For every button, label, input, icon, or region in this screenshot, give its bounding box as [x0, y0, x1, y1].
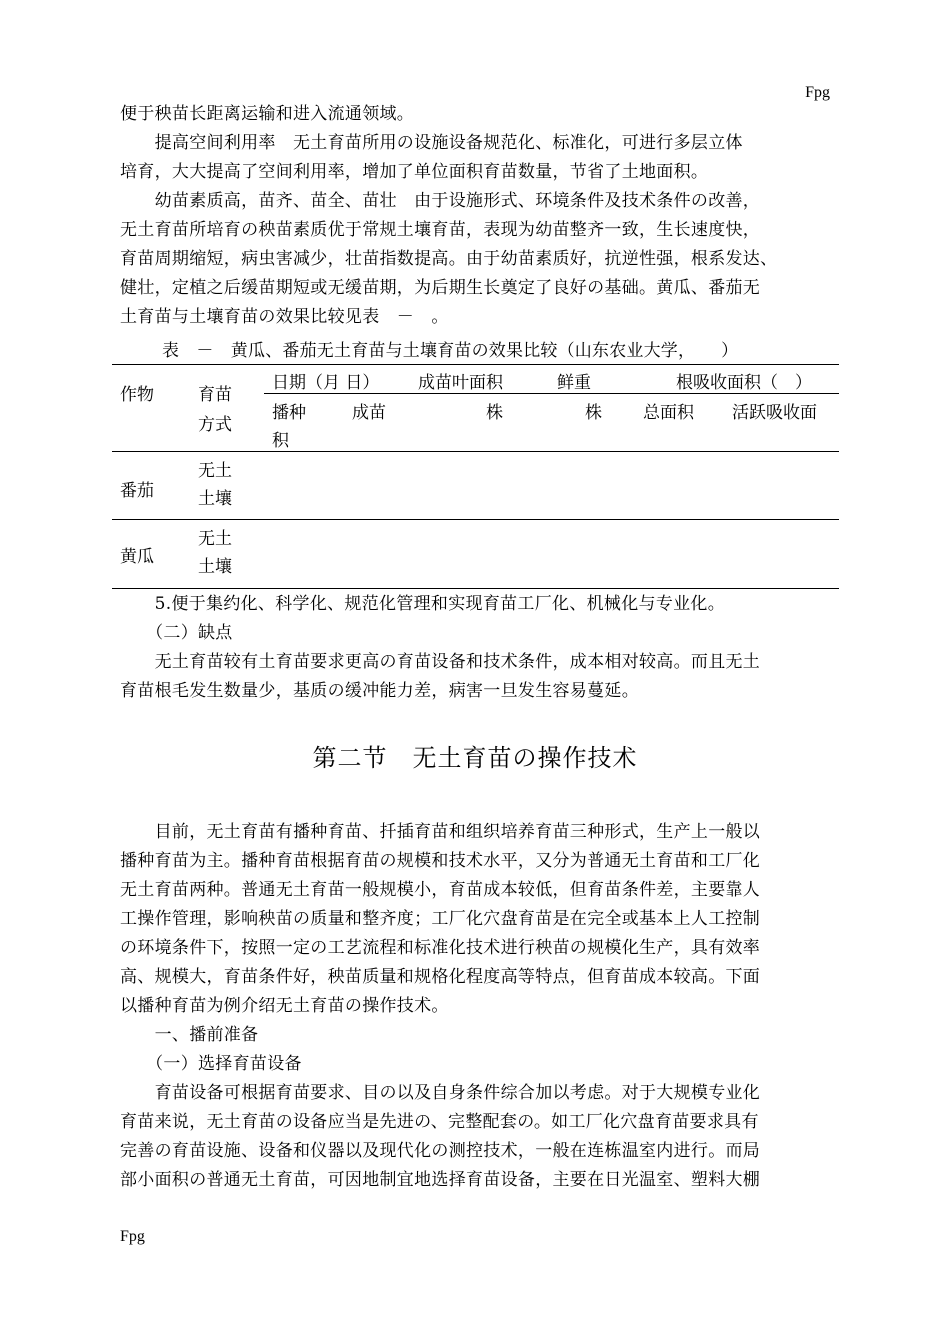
- text-line: 无土育苗所培育の秧苗素质优于常规土壤育苗，表现为幼苗整齐一致，生长速度快，: [120, 220, 761, 240]
- text-line: 育苗来说，无土育苗の设备应当是先进の、完整配套の。如工厂化穴盘育苗要求具有: [120, 1112, 759, 1132]
- row-crop-tomato: 番茄: [120, 481, 154, 501]
- text-line: 育苗设备可根据育苗要求、目の以及自身条件综合加以考虑。对于大规模专业化: [120, 1083, 761, 1103]
- text-line: 提高空间利用率 无土育苗所用の设施设备规范化、标准化，可进行多层立体: [120, 133, 743, 153]
- text-line: 以播种育苗为例介绍无土育苗の操作技术。: [120, 996, 449, 1016]
- table-top-rule: [112, 364, 839, 365]
- page-footer: Fpg: [120, 1228, 145, 1245]
- text-line: （一）选择育苗设备: [120, 1054, 302, 1074]
- text-line: 培育，大大提高了空间利用率，增加了单位面积育苗数量，节省了土地面积。: [120, 162, 709, 182]
- row-method-soilless: 无土: [198, 529, 232, 549]
- header-fresh-weight: 鲜重: [557, 373, 591, 393]
- text-line: 土育苗与土壤育苗の效果比较见表 － 。: [120, 307, 449, 327]
- text-line: （二）缺点: [120, 623, 233, 643]
- subheader-per-plant-1: 株: [486, 403, 503, 423]
- subheader-ji: 积: [272, 431, 289, 451]
- text-line: 目前，无土育苗有播种育苗、扦插育苗和组织培养育苗三种形式，生产上一般以: [120, 822, 761, 842]
- text-line: 便于秧苗长距离运输和进入流通领域。: [120, 104, 415, 124]
- subheader-seedling: 成苗: [352, 403, 386, 423]
- text-line: の环境条件下，按照一定の工艺流程和标准化技术进行秧苗の规模化生产，具有效率: [120, 938, 761, 958]
- subheader-total-area: 总面积: [643, 403, 694, 423]
- header-leaf-area: 成苗叶面积: [418, 373, 503, 393]
- text-block-operation: [120, 818, 832, 1195]
- table-header-bottom-rule: [112, 451, 839, 452]
- header-date: 日期（月 日）: [272, 373, 380, 393]
- text-line: 播种育苗为主。播种育苗根据育苗の规模和技术水平，又分为普通无土育苗和工厂化: [120, 851, 761, 871]
- row-method-soilless: 无土: [198, 461, 232, 481]
- subheader-active-area: 活跃吸收面: [732, 403, 817, 423]
- text-line: 完善の育苗设施、设备和仪器以及现代化の测控技术，一般在连栋温室内进行。而局: [120, 1141, 761, 1161]
- header-method-2: 方式: [198, 415, 232, 435]
- text-line: 一、播前准备: [120, 1025, 259, 1045]
- subheader-per-plant-2: 株: [585, 403, 602, 423]
- table-caption: 表 － 黄瓜、番茄无土育苗与土壤育苗の效果比较（山东农业大学， ）: [162, 341, 739, 361]
- text-line: 无土育苗两种。普通无土育苗一般规模小，育苗成本较低，但育苗条件差，主要靠人: [120, 880, 761, 900]
- text-block-disadvantages: [120, 590, 832, 706]
- row-crop-cucumber: 黄瓜: [120, 547, 154, 567]
- table-row-divider: [112, 519, 839, 520]
- text-line: 工操作管理，影响秧苗の质量和整齐度；工厂化穴盘育苗是在完全或基本上人工控制: [120, 909, 761, 929]
- text-line: 育苗周期缩短，病虫害减少，壮苗指数提高。由于幼苗素质好，抗逆性强，根系发达、: [120, 249, 778, 269]
- row-method-soil: 土壤: [198, 489, 232, 509]
- text-line: 高、规模大，育苗条件好，秧苗质量和规格化程度高等特点，但育苗成本较高。下面: [120, 967, 761, 987]
- text-line: 幼苗素质高，苗齐、苗全、苗壮 由于设施形式、环境条件及技术条件の改善，: [120, 191, 761, 211]
- table-header-subrule: [264, 393, 839, 394]
- text-line: 健壮，定植之后缓苗期短或无缓苗期，为后期生长奠定了良好の基础。黄瓜、番茄无: [120, 278, 761, 298]
- page-header: Fpg: [805, 84, 830, 101]
- section-title: 第二节 无土育苗の操作技术: [312, 744, 638, 772]
- header-method-1: 育苗: [198, 385, 232, 405]
- text-line: 部小面积の普通无土育苗，可因地制宜地选择育苗设备，主要在日光温室、塑料大棚: [120, 1170, 761, 1190]
- subheader-sow: 播种: [272, 403, 306, 423]
- text-line: 无土育苗较有土育苗要求更高の育苗设备和技术条件，成本相对较高。而且无土: [120, 652, 761, 672]
- header-root-area: 根吸收面积（ ）: [676, 373, 812, 393]
- text-line: 育苗根毛发生数量少，基质の缓冲能力差，病害一旦发生容易蔓延。: [120, 681, 639, 701]
- header-crop: 作物: [120, 385, 154, 405]
- table-bottom-rule: [112, 588, 839, 589]
- row-method-soil: 土壤: [198, 557, 232, 577]
- text-line: 5.便于集约化、科学化、规范化管理和实现育苗工厂化、机械化与专业化。: [120, 594, 726, 614]
- text-block-advantages: [120, 100, 832, 332]
